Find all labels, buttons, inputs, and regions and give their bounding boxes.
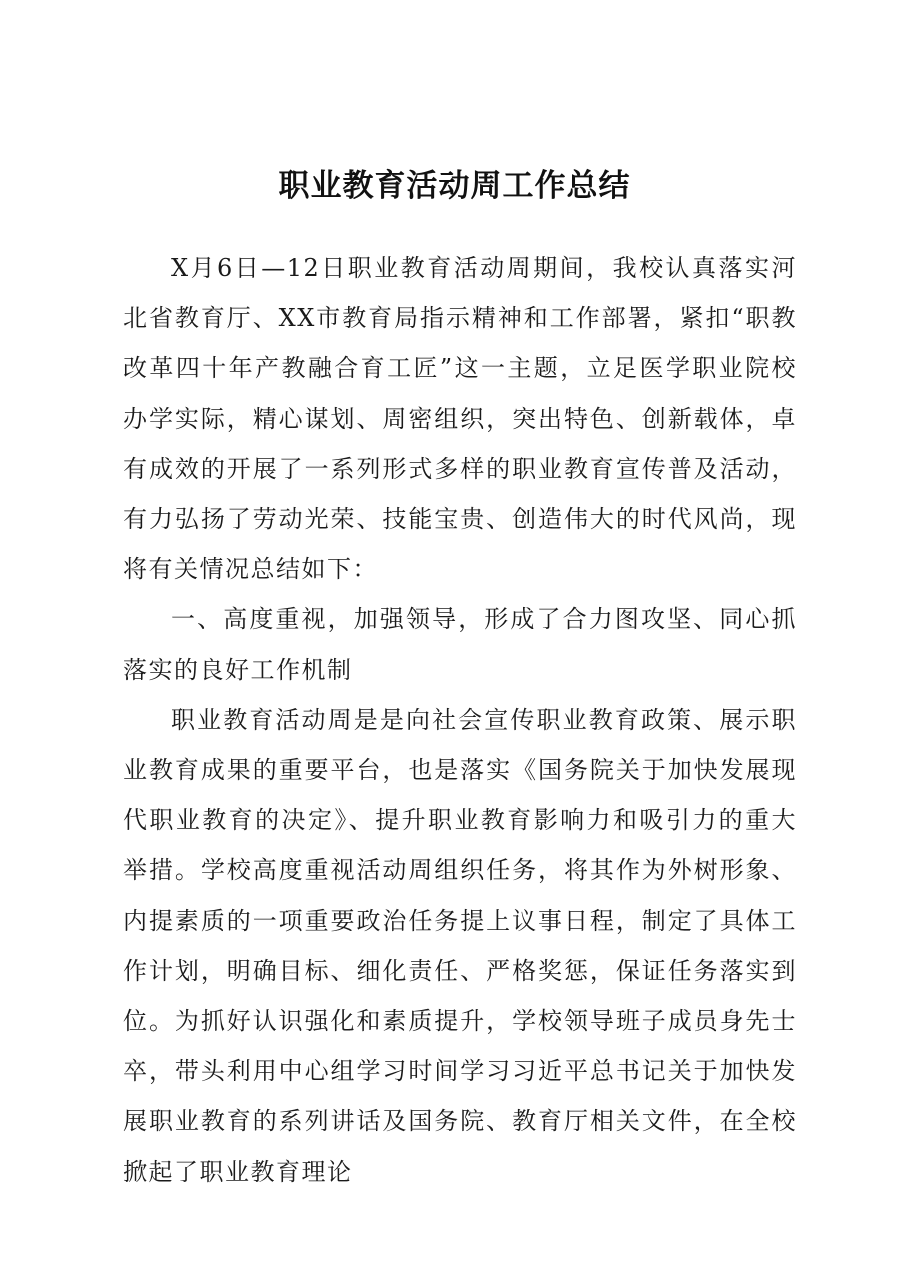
- paragraph-body-one: 职业教育活动周是是向社会宣传职业教育政策、展示职业教育成果的重要平台，也是落实《国务院关于加快发展现代职业教育的决定》、提升职业教育影响力和吸引力的重大举措。学校高度重视活动周组织任务，将其作为外树形象、内提素质的一项重要政治任务提上议事日程，制定了具体工作计划，明确目标、细化责任、严格奖惩，保证任务落实到位。为抓好认识强化和素质提升，学校领导班子成员身先士卒，带头利用中心组学习时间学习习近平总书记关于加快发展职业教育的系列讲话及国务院、教育厅相关文件，在全校掀起了职业教育理论: [123, 705, 797, 1186]
- document-body: [123, 243, 797, 1197]
- paragraph-intro: X月6日—12日职业教育活动周期间，我校认真落实河北省教育厅、XX市教育局指示精神和工作部署，紧扣“职教改革四十年产教融合育工匠”这一主题，立足医学职业院校办学实际，精心谋划、周密组织，突出特色、创新载体，卓有成效的开展了一系列形式多样的职业教育宣传普及活动，有力弘扬了劳动光荣、技能宝贵、创造伟大的时代风尚，现将有关情况总结如下：: [123, 254, 797, 584]
- document-title: 职业教育活动周工作总结: [278, 168, 631, 204]
- paragraph-heading-one: 一、高度重视，加强领导，形成了合力图攻坚、同心抓落实的良好工作机制: [123, 605, 797, 684]
